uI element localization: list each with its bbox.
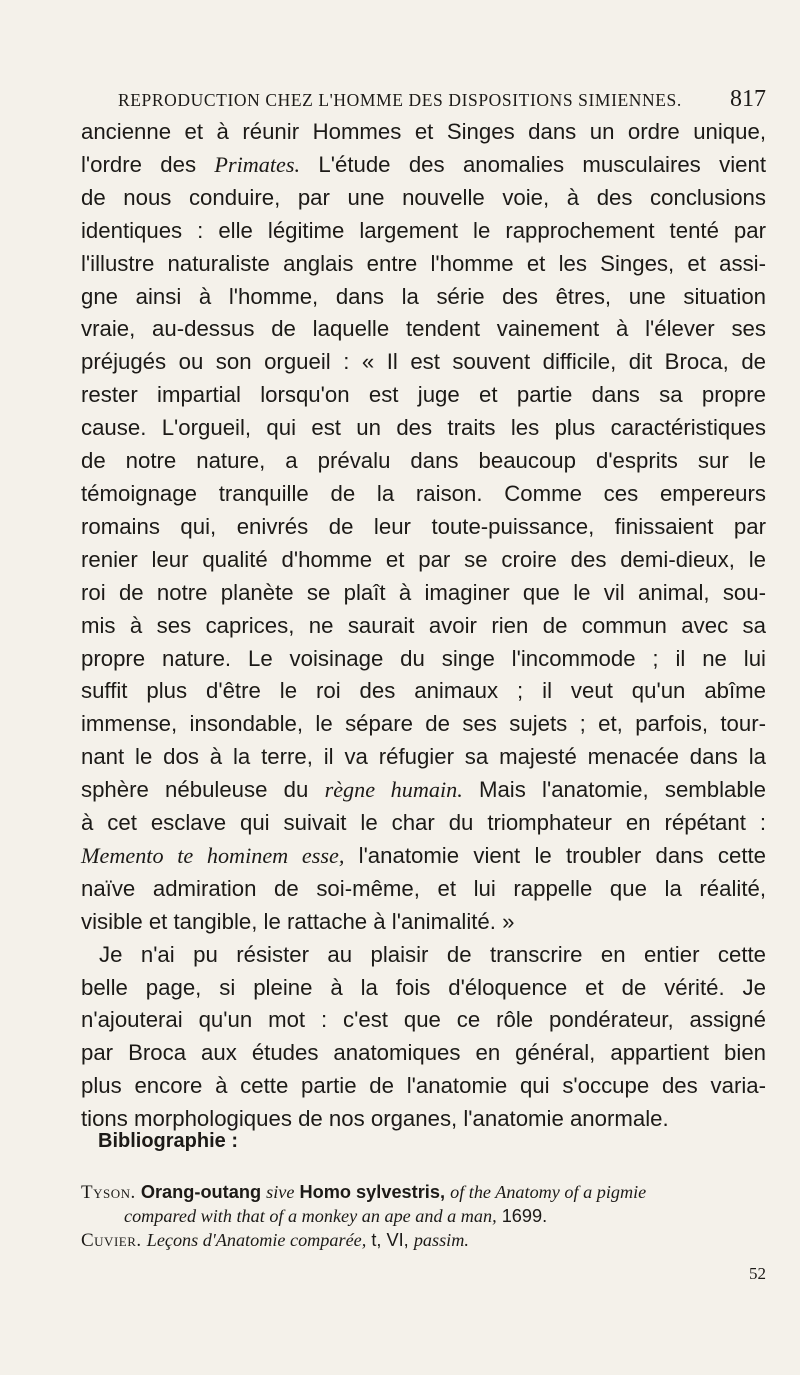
- ref-passim: passim.: [413, 1230, 469, 1250]
- text-line: par Broca aux études anatomiques en général, appartient bien: [81, 1040, 766, 1066]
- bibliography-entry-cuvier: [81, 1228, 469, 1253]
- text-line: cause. L'orgueil, qui est un des traits les plus caractéristiques: [81, 415, 766, 441]
- text-line: préjugés ou son orgueil : « Il est souvent difficile, dit Broca, de: [81, 349, 766, 375]
- ref-author: Tyson.: [81, 1182, 136, 1203]
- text-line: de nous conduire, par une nouvelle voie, à des conclusions: [81, 184, 766, 210]
- text-line: immense, insondable, le sépare de ses sujets ; et, parfois, tour-: [81, 711, 766, 737]
- ref-sive: sive: [266, 1182, 295, 1202]
- ref-latin: Homo sylvestris,: [299, 1182, 446, 1202]
- text-line: identiques : elle légitime largement le rapprochement tenté par: [81, 217, 766, 243]
- text-line: sphère nébuleuse du règne humain. Mais l'anatomie, semblable: [81, 777, 766, 803]
- text-line: de notre nature, a prévalu dans beaucoup d'esprits sur le: [81, 448, 766, 474]
- text-line: gne ainsi à l'homme, dans la série des êtres, une situation: [81, 283, 766, 309]
- text-line: Je n'ai pu résister au plaisir de transcrire en entier cette: [99, 941, 766, 967]
- text-line: ancienne et à réunir Hommes et Singes dans un ordre unique,: [81, 119, 766, 144]
- text-line: rester impartial lorsqu'on est juge et partie dans sa propre: [81, 382, 766, 408]
- text-line: mis à ses caprices, ne saurait avoir rien de commun avec sa: [81, 612, 766, 638]
- page-number: 817: [730, 86, 766, 112]
- text-line: à cet esclave qui suivait le char du triomphateur en répétant :: [81, 810, 766, 836]
- bibliography-entry-tyson-cont: [124, 1204, 547, 1228]
- ref-work-cont: compared with that of a monkey an ape and a man,: [124, 1206, 497, 1226]
- text-line: belle page, si pleine à la fois d'éloquence et de vérité. Je: [81, 974, 766, 1000]
- running-header: [118, 86, 766, 116]
- text-line: vraie, au-dessus de laquelle tendent vainement à l'élever ses: [81, 316, 766, 342]
- text-line: Memento te hominem esse, l'anatomie vient le troubler dans cette: [81, 842, 766, 868]
- text-line: suffit plus d'être le roi des animaux ; il veut qu'un abîme: [81, 678, 766, 704]
- running-title: REPRODUCTION CHEZ L'HOMME DES DISPOSITIONS SIMIENNES.: [118, 90, 682, 110]
- text-line: l'illustre naturaliste anglais entre l'homme et les Singes, et assi-: [81, 250, 766, 276]
- ref-volume: t, VI,: [371, 1230, 409, 1250]
- ref-year: 1699.: [501, 1206, 548, 1226]
- text-line: l'ordre des Primates. L'étude des anomalies musculaires vient: [81, 151, 766, 177]
- text-line: nant le dos à la terre, il va réfugier sa majesté menacée dans la: [81, 744, 766, 770]
- text-line: plus encore à cette partie de l'anatomie qui s'occupe des varia-: [81, 1073, 766, 1099]
- ref-title: Orang-outang: [140, 1182, 262, 1202]
- text-line: tions morphologiques de nos organes, l'anatomie anormale.: [81, 1106, 669, 1132]
- text-line: témoignage tranquille de la raison. Comme ces empereurs: [81, 480, 766, 506]
- bibliography-heading: Bibliographie :: [98, 1130, 238, 1152]
- text-line: naïve admiration de soi-même, et lui rappelle que la réalité,: [81, 875, 766, 901]
- text-line: visible et tangible, le rattache à l'animalité. »: [81, 908, 515, 934]
- signature-mark: 52: [749, 1264, 766, 1283]
- text-line: n'ajouterai qu'un mot : c'est que ce rôle pondérateur, assigné: [81, 1007, 766, 1033]
- ref-work: Leçons d'Anatomie comparée,: [146, 1230, 367, 1250]
- text-line: roi de notre planète se plaît à imaginer que le vil animal, sou-: [81, 579, 766, 605]
- body-text: [81, 116, 766, 1136]
- text-line: romains qui, enivrés de leur toute-puissance, finissaient par: [81, 513, 766, 539]
- ref-work: of the Anatomy of a pigmie: [450, 1182, 647, 1202]
- bibliography-entry-tyson: [81, 1180, 646, 1205]
- text-line: propre nature. Le voisinage du singe l'incommode ; il ne lui: [81, 645, 766, 671]
- text-line: renier leur qualité d'homme et par se croire des demi-dieux, le: [81, 546, 766, 572]
- ref-author: Cuvier.: [81, 1230, 142, 1251]
